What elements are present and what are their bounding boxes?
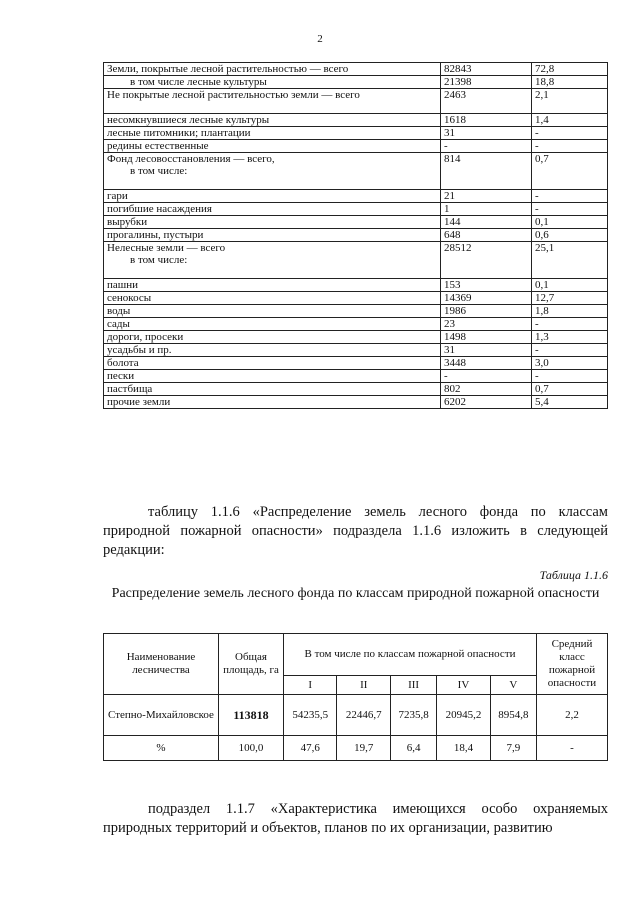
forestry-name: Степно-Михайловское xyxy=(104,695,219,736)
class-value: 54235,5 xyxy=(284,695,337,736)
table-cell: 21 xyxy=(441,190,532,203)
table-cell: вырубки xyxy=(104,216,441,229)
table-cell: 0,7 xyxy=(532,383,608,396)
table-cell: 1618 xyxy=(441,114,532,127)
table-row xyxy=(104,370,608,383)
table-cell: 72,8 xyxy=(532,63,608,76)
table-cell: 1,8 xyxy=(532,305,608,318)
table-row xyxy=(104,76,608,89)
header-classes: В том числе по классам пожарной опасности xyxy=(284,634,537,676)
class-value: 20945,2 xyxy=(437,695,490,736)
header-average-class: Средний класс пожарной опасности xyxy=(537,634,608,695)
amendment-paragraph: таблицу 1.1.6 «Распределение земель лесного фонда по классам природной пожарной опасности» подраздела 1.1.6 изложить в следующей редакции: xyxy=(103,504,608,558)
table-cell: 144 xyxy=(441,216,532,229)
table-cell: 21398 xyxy=(441,76,532,89)
table-header-row xyxy=(104,634,608,676)
table-cell xyxy=(104,76,441,89)
table-row xyxy=(104,305,608,318)
table-cell: 1498 xyxy=(441,331,532,344)
table-row xyxy=(104,203,608,216)
table-row xyxy=(104,89,608,114)
table-cell: 28512 xyxy=(441,242,532,279)
table-cell: сенокосы xyxy=(104,292,441,305)
class-percent: 7,9 xyxy=(490,736,536,761)
table-cell: - xyxy=(532,190,608,203)
table-row xyxy=(104,140,608,153)
table-cell: лесные питомники; плантации xyxy=(104,127,441,140)
table-cell: болота xyxy=(104,357,441,370)
table-cell: 3448 xyxy=(441,357,532,370)
table-cell xyxy=(104,153,441,190)
table-row xyxy=(104,357,608,370)
table-cell: 814 xyxy=(441,153,532,190)
class-header: V xyxy=(490,676,536,695)
table-row xyxy=(104,695,608,736)
class-header: III xyxy=(390,676,436,695)
table-row xyxy=(104,114,608,127)
table-row xyxy=(104,318,608,331)
table-cell: 648 xyxy=(441,229,532,242)
table-row xyxy=(104,127,608,140)
table-cell: 82843 xyxy=(441,63,532,76)
class-value: 8954,8 xyxy=(490,695,536,736)
table-cell xyxy=(104,242,441,279)
table-row xyxy=(104,396,608,409)
table-cell: 0,7 xyxy=(532,153,608,190)
table-row xyxy=(104,190,608,203)
table-cell: - xyxy=(532,344,608,357)
table-row xyxy=(104,331,608,344)
group-label: Нелесные земли — всего xyxy=(107,242,226,254)
indented-label: в том числе лесные культуры xyxy=(130,76,267,88)
total-percent: 100,0 xyxy=(219,736,284,761)
table-cell: пески xyxy=(104,370,441,383)
table-title: Распределение земель лесного фонда по классам природной пожарной опасности xyxy=(111,586,600,601)
table-cell: Земли, покрытые лесной растительностью — всего xyxy=(104,63,441,76)
table-cell: - xyxy=(532,203,608,216)
table-cell: погибшие насаждения xyxy=(104,203,441,216)
table-cell: 1,4 xyxy=(532,114,608,127)
table-cell: - xyxy=(441,370,532,383)
class-value: 7235,8 xyxy=(390,695,436,736)
class-percent: 47,6 xyxy=(284,736,337,761)
table-row xyxy=(104,292,608,305)
table-row xyxy=(104,344,608,357)
table-cell: 2,1 xyxy=(532,89,608,114)
table-row xyxy=(104,279,608,292)
table-cell: 5,4 xyxy=(532,396,608,409)
table-cell: прочие земли xyxy=(104,396,441,409)
table-cell: - xyxy=(532,127,608,140)
header-total-area: Общая площадь, га xyxy=(219,634,284,695)
average-class: 2,2 xyxy=(537,695,608,736)
group-label: Фонд лесовосстановления — всего, xyxy=(107,153,275,165)
header-forestry-name: Наименование лесничества xyxy=(104,634,219,695)
table-cell: пастбища xyxy=(104,383,441,396)
table-cell: 18,8 xyxy=(532,76,608,89)
table-cell: 23 xyxy=(441,318,532,331)
table-cell: 802 xyxy=(441,383,532,396)
class-percent: 19,7 xyxy=(337,736,390,761)
table-cell: гари xyxy=(104,190,441,203)
table-cell: 0,6 xyxy=(532,229,608,242)
page-number: 2 xyxy=(317,33,323,45)
table-row xyxy=(104,242,608,279)
table-row xyxy=(104,736,608,761)
class-value: 22446,7 xyxy=(337,695,390,736)
subsection-paragraph: подраздел 1.1.7 «Характеристика имеющихся особо охраняемых природных территорий и объектов, планов по их организации, развитию xyxy=(103,801,608,836)
class-percent: 6,4 xyxy=(390,736,436,761)
class-percent: 18,4 xyxy=(437,736,490,761)
table-cell: 1 xyxy=(441,203,532,216)
table-cell: Не покрытые лесной растительностью земли — всего xyxy=(104,89,441,114)
table-cell: 2463 xyxy=(441,89,532,114)
fire-hazard-table xyxy=(103,633,608,761)
table-cell: 12,7 xyxy=(532,292,608,305)
table-cell: дороги, просеки xyxy=(104,331,441,344)
class-header: I xyxy=(284,676,337,695)
table-cell: - xyxy=(532,318,608,331)
sub-label: в том числе: xyxy=(130,254,188,266)
table-cell: несомкнувшиеся лесные культуры xyxy=(104,114,441,127)
table-row xyxy=(104,229,608,242)
table-cell: 14369 xyxy=(441,292,532,305)
table-cell: 1986 xyxy=(441,305,532,318)
sub-label: в том числе: xyxy=(130,165,188,177)
table-cell: - xyxy=(532,370,608,383)
table-cell: 6202 xyxy=(441,396,532,409)
table-cell: - xyxy=(532,140,608,153)
table-cell: редины естественные xyxy=(104,140,441,153)
table-cell: воды xyxy=(104,305,441,318)
percent-label: % xyxy=(104,736,219,761)
table-cell: пашни xyxy=(104,279,441,292)
land-distribution-table xyxy=(103,62,608,409)
table-row xyxy=(104,216,608,229)
table-cell: 0,1 xyxy=(532,216,608,229)
table-cell: 31 xyxy=(441,344,532,357)
table-cell: сады xyxy=(104,318,441,331)
table-cell: прогалины, пустыри xyxy=(104,229,441,242)
table-cell: 0,1 xyxy=(532,279,608,292)
table-cell: 25,1 xyxy=(532,242,608,279)
table-row xyxy=(104,383,608,396)
total-area: 113818 xyxy=(219,695,284,736)
table-row xyxy=(104,63,608,76)
table-cell: 153 xyxy=(441,279,532,292)
class-header: IV xyxy=(437,676,490,695)
class-header: II xyxy=(337,676,390,695)
table-cell: 1,3 xyxy=(532,331,608,344)
table-cell: усадьбы и пр. xyxy=(104,344,441,357)
table-caption: Таблица 1.1.6 xyxy=(539,568,608,582)
average-percent: - xyxy=(537,736,608,761)
table-cell: - xyxy=(441,140,532,153)
table-cell: 31 xyxy=(441,127,532,140)
table-cell: 3,0 xyxy=(532,357,608,370)
table-row xyxy=(104,153,608,190)
